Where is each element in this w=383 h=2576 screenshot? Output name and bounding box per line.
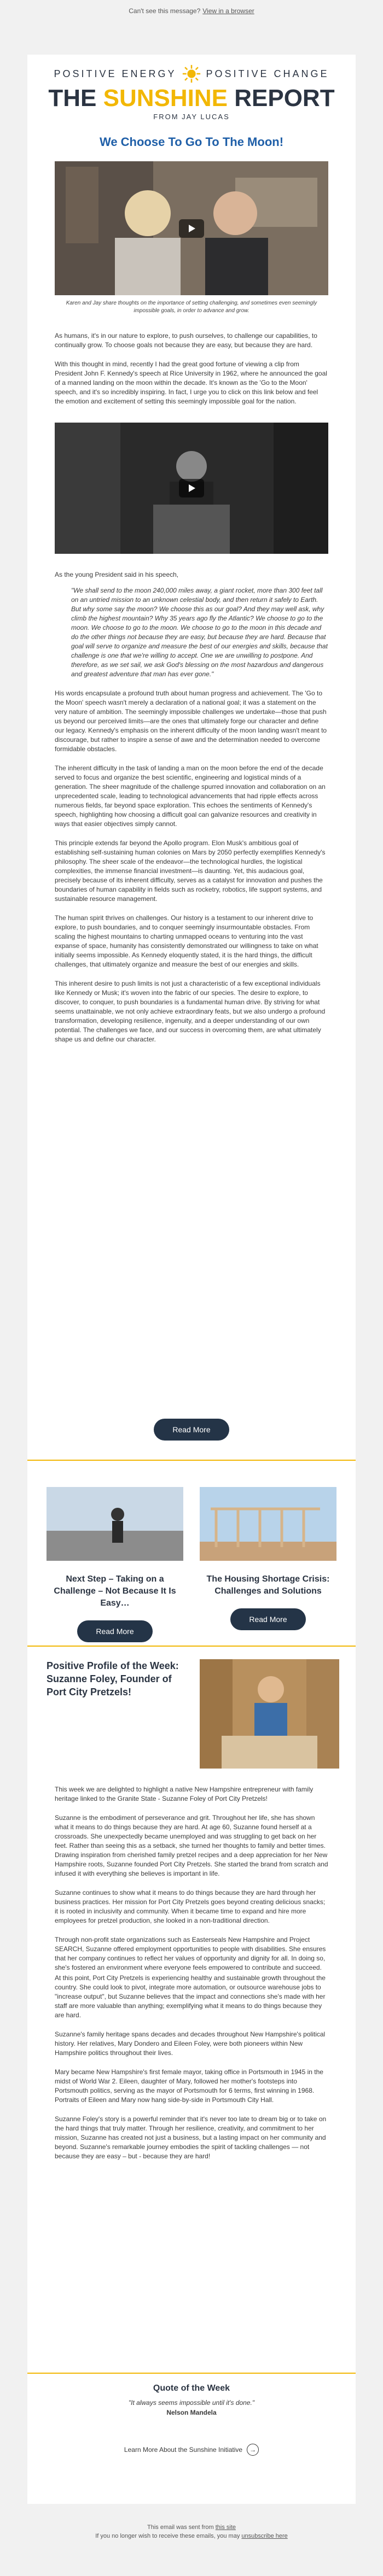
profile-title-block — [47, 1659, 183, 1699]
divider — [27, 1460, 356, 1461]
newsletter-header — [27, 55, 356, 121]
related-article-1 — [47, 1487, 183, 1642]
divider — [27, 2373, 356, 2374]
sun-icon — [182, 65, 201, 83]
paragraph: This week we are delighted to highlight a native New Hampshire entrepreneur with family heritage linked to the Granite State - Suzanne Foley of Port City Pretzels! — [55, 1785, 314, 1802]
paragraph: This principle extends far beyond the Apollo program. Elon Musk's ambitious goal of establishing self-sustaining human colonies on Mars by 2050 perfectly exemplifies Kennedy's philosophy. The sheer scale of the endeavor—the technological hurdles, the logistical complexities, the immense financial investment—is daunting. Yet, this audacious goal, precisely because of its inherent difficulty, serves as a catalyst for innovation and pushes the boundaries of human capability in fields such as rocketry, robotics, life support systems, and sustainable resource management. — [55, 839, 326, 903]
quote-text: "It always seems impossible until it's done." — [128, 2399, 255, 2407]
paragraph: At this point, Port City Pretzels is experiencing healthy and sustainable growth throughout the country. She could look to pivot, integrate more automation, or outsource warehouse jobs to "increase output", but Suzanne believes that the impact and connections she's made with her staff are more valuable than anything; exemplifying what it means to do things because they are hard. — [55, 1974, 326, 2019]
play-button[interactable] — [179, 219, 204, 238]
arrow-right-icon[interactable]: → — [247, 2444, 259, 2456]
footer-line-1: This email was sent from this site — [147, 2524, 236, 2531]
view-in-browser-link[interactable]: View in a browser — [202, 7, 254, 15]
paragraph: Through non-profit state organizations such as Easterseals New Hampshire and Project SEARCH, Suzanne offered employment opportunities to people with disabilities. She ensures that her company continues to reflect her values of opportunity and dignity for all. In doing so, she's fostered an environment where everyone feels empowered to contribute and succeed. — [55, 1936, 326, 1971]
article-thumbnail-challenge[interactable] — [47, 1487, 183, 1561]
tagline — [27, 65, 356, 83]
play-icon — [187, 224, 196, 233]
tagline-left: POSITIVE ENERGY — [54, 68, 177, 79]
profile-body — [27, 1785, 356, 2161]
footer — [0, 2523, 383, 2540]
article-thumbnail-housing[interactable] — [200, 1487, 336, 1561]
paragraph: Mary became New Hampshire's first female mayor, taking office in Portsmouth in 1945 in the midst of World War 2. Eileen, daughter of Mary, followed her mother's footsteps into Portsmouth politics, serving as the mayor of Portsmouth for 6 terms, first winning in 1968. Portraits of Eileen and Mary now hang side-by-side in Portsmouth City Hall. — [55, 2068, 323, 2104]
paragraph: Suzanne Foley's story is a powerful reminder that it's never too late to dream big or to take on the hard things that truly matter. Through her resilience, creativity, and commitment to her mission, Suzanne has created not just a business, but a lasting impact on her community and beyond. Suzanne's remarkable journey embodies the spirit of tackling challenges — not because they are easy – but - because they are hard! — [55, 2115, 327, 2160]
related-article-title[interactable]: The Housing Shortage Crisis: Challenges and Solutions — [206, 1574, 330, 1596]
newsletter-title: THE SUNSHINE REPORT — [48, 85, 335, 112]
read-more-button[interactable]: Read More — [77, 1620, 153, 1642]
read-more-button[interactable]: Read More — [230, 1608, 306, 1630]
paragraph: The human spirit thrives on challenges. Our history is a testament to our inherent drive to explore, to push boundaries, and to conquer seemingly insurmountable obstacles. From scaling the highest mountains to charting unmapped oceans to venturing into the vast expanse of space, humanity has consistently demonstrated our willingness to take on what initially seems impossible. As Kennedy eloquently stated, it is the hard things, the difficult challenges, that ultimately organize and measure the best of our energies and skills. — [55, 914, 318, 968]
unsubscribe-link[interactable]: unsubscribe here — [241, 2533, 288, 2539]
paragraph: With this thought in mind, recently I had the great good fortune of viewing a clip from President John F. Kennedy's speech at Rice University in 1962, where he announced the goal of a manned landing on the moon within the decade. It's known as the 'Go to the Moon' speech, and it's so incredibly inspiring. In fact, I urge you to click on this link below and feel the emotion and excitement of setting this seemingly impossible goal for the nation. — [55, 360, 327, 405]
article-headline: We Choose To Go To The Moon! — [99, 135, 284, 149]
play-button[interactable] — [179, 479, 204, 497]
play-icon — [187, 484, 196, 493]
suzanne-foley-photo — [200, 1659, 339, 1769]
related-article-title[interactable]: Next Step – Taking on a Challenge – Not Because It Is Easy… — [54, 1574, 176, 1608]
quote-of-the-week — [27, 2384, 356, 2416]
video-thumbnail-interview[interactable] — [55, 161, 328, 295]
site-link[interactable]: this site — [215, 2524, 236, 2531]
paragraph: Suzanne continues to show what it means to do things because they are hard through her business practices. Her mission for Port City Pretzels goes beyond creating delicious snacks; it is rooted in inclusivity and community. When it became time to expand and hire more employees for pretzel production, she looked in a non-traditional direction. — [55, 1889, 326, 1924]
paragraph: As humans, it's in our nature to explore, to push ourselves, to challenge our capabilities, to continually grow. To choose goals not because they are easy, but because they are hard. — [55, 332, 317, 349]
cant-see-text: Can't see this message? — [129, 7, 201, 15]
learn-more-link[interactable] — [27, 2444, 356, 2456]
paragraph: As the young President said in his speech, — [55, 571, 179, 578]
paragraph: Suzanne is the embodiment of perseverance and grit. Throughout her life, she has shown what it means to do things because they are hard. At age 60, Suzanne found herself at a crossroads. She unexpectedly became unemployed and was struggling to get back on her feet. Rather than seeing this as a setback, she turned her thoughts to family and better times. Drawing inspiration from cherished family pretzel recipes and a deep appreciation for her New Hampshire roots, Suzanne founded Port City Pretzels. She started the brand from scratch and infused it with everything she believes is important in life. — [55, 1814, 328, 1877]
paragraph: The inherent difficulty in the task of landing a man on the moon before the end of the decade served to focus and organize the best scientific, engineering and logistical minds of a generation. The sheer magnitude of the challenge spurred innovation and collaboration on an unprecedented scale, leading to technological advancements that had ripple effects across numerous fields, far beyond space exploration. This echoes the sentiments of Kennedy's speech, highlighting how choosing a difficult goal can galvanize resources and creativity in ways that easier objectives simply cannot. — [55, 764, 326, 828]
from-line: FROM JAY LUCAS — [153, 113, 230, 121]
quote-author: Nelson Mandela — [166, 2409, 217, 2416]
kennedy-quote: "We shall send to the moon 240,000 miles away, a giant rocket, more than 300 feet tall on an untried mission to an unknown celestial body, and then return it safely to Earth. But why some say the moon? We choose this as our goal? And they may well ask, why climb the highest mountain? Why 35 years ago fly the Atlantic? We choose to go to the moon. We choose to go to the moon. We choose to go to the moon in this decade and do the other things not because they are easy, but because they are hard. Because that goal will serve to organize and measure the best of our energies and skills, because that challenge is one that we're willing to accept. One we are unwilling to postpone. And therefore, as we set sail, we ask God's blessing on the most hazardous and dangerous and greatest adventure that man has ever gone." — [71, 587, 328, 678]
paragraph: Suzanne's family heritage spans decades and decades throughout New Hampshire's political history. Her relatives, Mary Dondero and Eileen Foley, were both pioneers within New Hampshire politics throughout their lives. — [55, 2030, 326, 2057]
paragraph: This inherent desire to push limits is not just a characteristic of a few exceptional individuals like Kennedy or Musk; it's woven into the fabric of our species. The desire to explore, to discover, to conquer, to push boundaries is a fundamental human drive. By striving for what seems unattainable, we not only achieve extraordinary feats, but we also undergo a profound transformation, developing resilience, ingenuity, and a deeper understanding of our own potential. The challenges we face, and our success in overcoming them, are what ultimately shape us and define our character. — [55, 980, 326, 1043]
preview-bar — [0, 0, 383, 22]
paragraph: His words encapsulate a profound truth about human progress and achievement. The 'Go to the Moon' speech wasn't merely a declaration of a national goal; it was a statement on the very nature of ambition. The seemingly impossible challenges we undertake—those that push us beyond our perceived limits—are the ones that ultimately forge our character and define our legacy. Kennedy's emphasis on the inherent difficulty of the moon landing wasn't meant to discourage, but rather to inspire a sense of awe and the determination needed to overcome formidable obstacles. — [55, 689, 327, 753]
profile-title: Positive Profile of the Week: Suzanne Foley, Founder of Port City Pretzels! — [47, 1660, 179, 1697]
read-more-button[interactable]: Read More — [154, 1419, 229, 1441]
video-thumbnail-speech[interactable] — [55, 423, 328, 554]
newsletter-card — [27, 55, 356, 2504]
footer-line-2: If you no longer wish to receive these emails, you may unsubscribe here — [95, 2533, 288, 2539]
learn-more-text[interactable]: Learn More About the Sunshine Initiative — [124, 2446, 243, 2454]
related-articles — [27, 1487, 356, 1642]
divider — [27, 1646, 356, 1647]
quote-title: Quote of the Week — [153, 2384, 230, 2393]
tagline-right: POSITIVE CHANGE — [206, 68, 329, 79]
video-caption: Karen and Jay share thoughts on the importance of setting challenging, and sometimes even seemingly impossible goals, in order to advance and grow. — [66, 300, 317, 314]
related-article-2 — [200, 1487, 336, 1642]
